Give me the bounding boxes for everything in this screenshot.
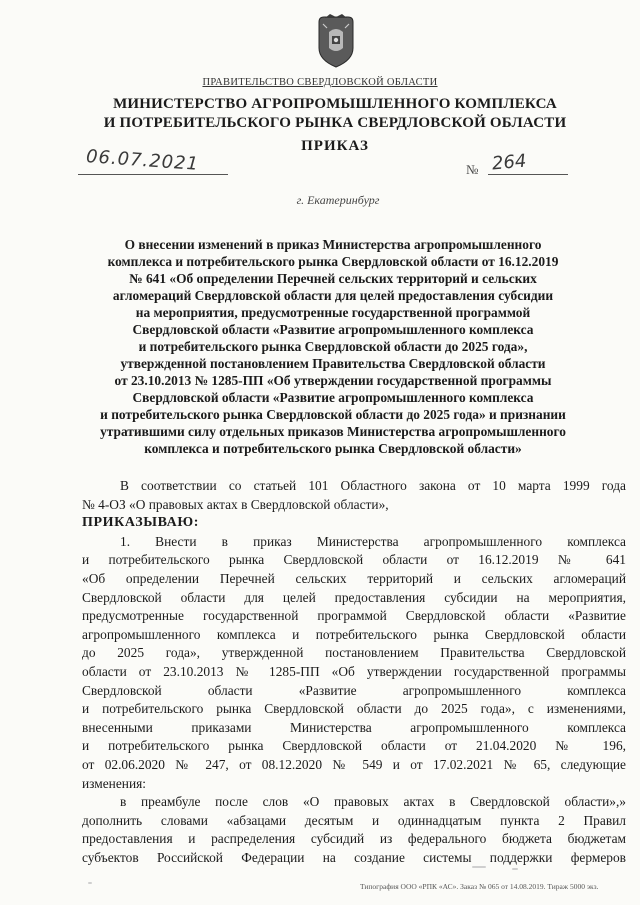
item1-line: 1. Внести в приказ Министерства агропромышленного комплекса <box>120 533 626 549</box>
order-body <box>82 477 626 867</box>
ministry-name <box>60 95 610 133</box>
heading-line: комплекса и потребительского рынка Свердловской области» <box>144 441 522 456</box>
heading-line: агломераций Свердловской области для целей предоставления субсидии <box>112 288 554 303</box>
heading-line: Свердловской области «Развитие агропромышленного комплекса <box>132 390 534 405</box>
number-label: № <box>466 162 479 177</box>
item2-line: в преамбуле после слов «О правовых актах в Свердловской области»,» <box>120 794 626 810</box>
handwritten-number: 264 <box>491 150 528 175</box>
item1-line: и потребительского рынка Свердловской области до 2025 года», с изменениями, <box>82 701 626 717</box>
heading-line: утвержденной постановлением Правительства Свердловской области <box>120 356 546 371</box>
item1-line: от 02.06.2020 № 247, от 08.12.2020 № 549 и от 17.02.2021 № 65, следующие <box>82 756 626 772</box>
heading-line: № 641 «Об определении Перечней сельских территорий и сельских <box>129 271 537 286</box>
preamble-line-1: В соответствии со статьей 101 Областного закона от 10 марта 1999 года <box>120 478 626 493</box>
item1-line: Свердловской области «Развитие агропромышленного комплекса <box>82 682 626 698</box>
item2-line: предоставления и распределения субсидий из федерального бюджета бюджетам <box>82 831 626 847</box>
item1-line: области от 23.10.2013 № 1285-ПП «Об утверждении государственной программы <box>82 663 626 679</box>
item1-line: и потребительского рынка Свердловской области от 16.12.2019 № 641 <box>82 552 626 568</box>
item2-line: дополнить словами «абзацами десятым и одиннадцатым пункта 2 Правил <box>82 812 626 828</box>
item1-line: Свердловской области для целей предоставления субсидии на мероприятия, <box>82 589 626 605</box>
heading-line: Свердловской области «Развитие агропромышленного комплекса <box>132 322 534 337</box>
heading-line: комплекса и потребительского рынка Свердловской области от 16.12.2019 <box>107 254 559 269</box>
item1-line: агропромышленного комплекса и потребительского рынка Свердловской области <box>82 626 626 642</box>
heading-line: на мероприятия, предусмотренные государственной программой <box>135 305 531 320</box>
order-subject-heading <box>70 236 596 457</box>
item1-line: изменения: <box>82 775 147 791</box>
ministry-name-line-2: И ПОТРЕБИТЕЛЬСКОГО РЫНКА СВЕРДЛОВСКОЙ ОБЛАСТИ <box>103 115 567 131</box>
order-title: ПРИКАЗ <box>301 138 369 154</box>
scan-speck <box>512 868 518 870</box>
heading-line: и потребительского рынка Свердловской области до 2025 года», <box>138 339 528 354</box>
item1-line: «Об определении Перечней сельских территорий и сельских агломераций <box>82 570 626 586</box>
heading-line: от 23.10.2013 № 1285-ПП «Об утверждении государственной программы <box>114 373 552 388</box>
ministry-name-line-1: МИНИСТЕРСТВО АГРОПРОМЫШЛЕННОГО КОМПЛЕКСА <box>113 96 557 112</box>
item1-line: до 2025 года», утвержденной постановлением Правительства Свердловской <box>82 645 626 661</box>
heading-line: О внесении изменений в приказ Министерства агропромышленного <box>124 237 542 252</box>
order-word: ПРИКАЗЫВАЮ: <box>82 515 199 531</box>
scan-speck <box>88 882 92 884</box>
item2-line: субъектов Российской Федерации на создание системы поддержки фермеров <box>82 849 626 865</box>
print-footer: Типография ООО «РПК «АС». Заказ № 065 от 14.08.2019. Тираж 5000 экз. <box>360 882 599 891</box>
item1-line: внесенными приказами Министерства агропромышленного комплекса <box>82 719 626 735</box>
item1-line: предусмотренные государственной программой Свердловской области «Развитие <box>82 608 626 624</box>
preamble-line-2: № 4-ОЗ «О правовых актах в Свердловской области», <box>82 496 389 512</box>
item1-line: и потребительского рынка Свердловской области от 21.04.2020 № 196, <box>82 738 626 754</box>
heading-line: и потребительского рынка Свердловской области до 2025 года» и признании <box>100 407 566 422</box>
heading-line: утратившими силу отдельных приказов Министерства агропромышленного <box>100 424 566 439</box>
city-name: г. Екатеринбург <box>296 193 380 207</box>
handwritten-date: 06.07.2021 <box>85 146 200 175</box>
government-header: ПРАВИТЕЛЬСТВО СВЕРДЛОВСКОЙ ОБЛАСТИ <box>202 77 438 88</box>
coat-of-arms-emblem <box>313 14 359 70</box>
scan-speck <box>472 866 486 868</box>
